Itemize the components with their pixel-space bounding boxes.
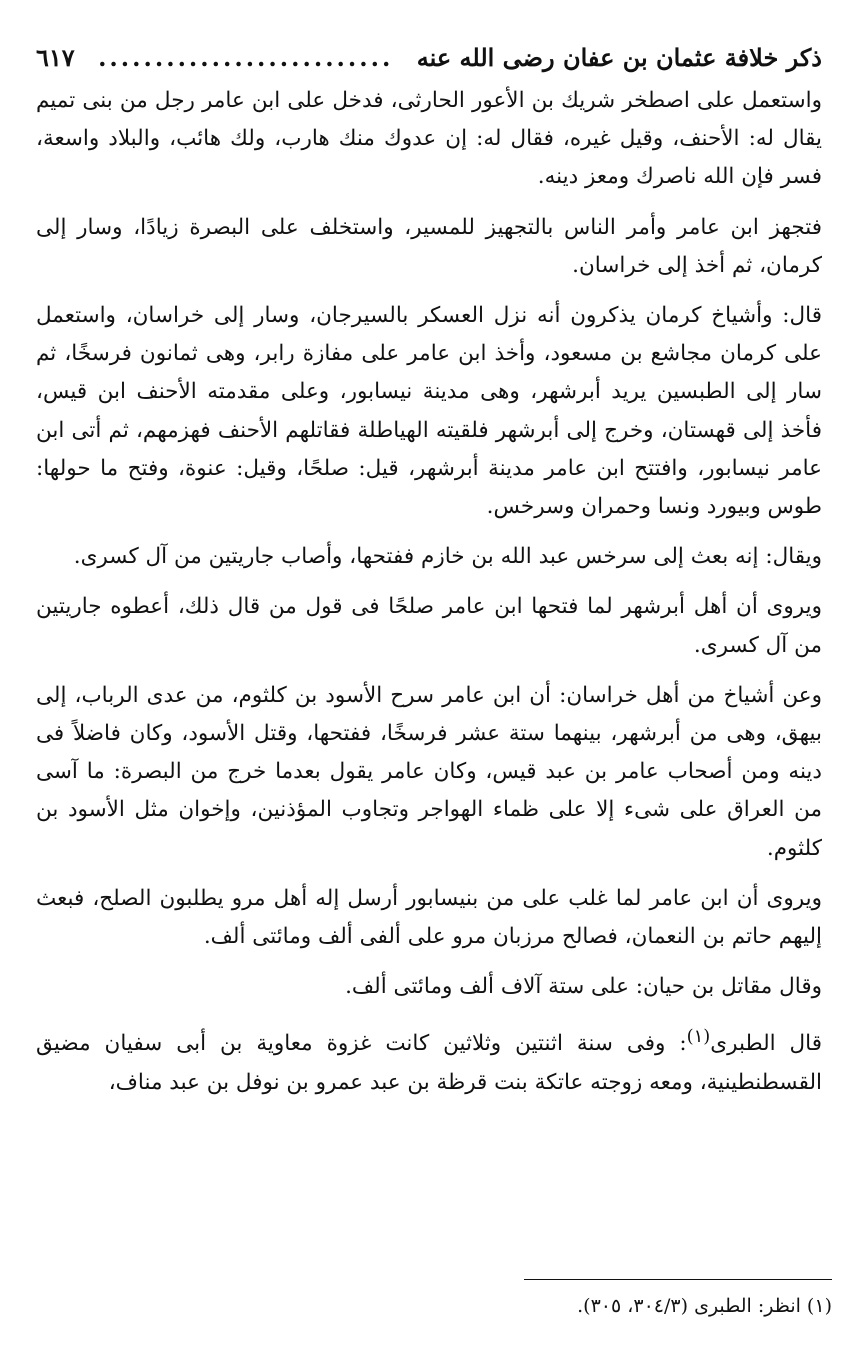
- header-leader-dots: ..........................: [98, 43, 394, 72]
- paragraph: ويقال: إنه بعث إلى سرخس عبد الله بن خازم ففتحها، وأصاب جاريتين من آل كسرى.: [73, 544, 822, 570]
- paragraph-text: : وفى سنة اثنتين وثلاثين كانت غزوة معاوية بن أبى سفيان مضيق القسطنطينية، ومعه زوجته عاتكة بنت قرظة بن عبد عمرو بن نوفل بن عبد مناف،: [36, 1031, 822, 1095]
- paragraph: ويروى أن ابن عامر لما غلب على من بنيسابور أرسل إله أهل مرو يطلبون الصلح، فبعث إليهم حاتم بن النعمان، فصالح مرزبان مرو على ألفى ألف ومائتى ألف.: [36, 885, 822, 950]
- book-page: [36, 38, 822, 1114]
- paragraph: قال: وأشياخ كرمان يذكرون أنه نزل العسكر بالسيرجان، وسار إلى خراسان، واستعمل على كرمان مجاشع بن مسعود، وأخذ ابن عامر على مفازة رابر، وهى ثمانون فرسخًا، ثم سار إلى الطبسين يريد أبرشهر، وهى مدينة نيسابور، وعلى مقدمته الأحنف ابن قيس، فأخذ إلى قهستان، وخرج إلى أبرشهر فلقيته الهياطلة فقاتلهم الأحنف فهزمهم، ثم أتى ابن عامر نيسابور، وافتتح ابن عامر مدينة أبرشهر، قيل: صلحًا، وقيل: عنوة، وفتح ما حولها: طوس وبيورد ونسا وحمران وسرخس.: [36, 303, 822, 520]
- footnote: (١) انظر: الطبرى (٣٠٤/٣، ٣٠٥).: [577, 1295, 832, 1317]
- chapter-title: ذكر خلافة عثمان بن عفان رضى الله عنه: [416, 43, 822, 72]
- footnote-reference[interactable]: (١): [686, 1026, 711, 1048]
- running-header: [36, 38, 822, 78]
- paragraph: واستعمل على اصطخر شريك بن الأعور الحارثى، فدخل على ابن عامر رجل من بنى تميم يقال له: الأحنف، وقيل غيره، فقال له: إن عدوك منك هارب، ولك هائب، والبلاد واسعة، فسر فإن الله ناصرك ومعز دينه.: [36, 88, 822, 190]
- paragraph-lead: قال الطبرى: [710, 1031, 823, 1057]
- paragraph: وقال مقاتل بن حيان: على ستة آلاف ألف ومائتى ألف.: [345, 974, 822, 1000]
- body-text: [36, 82, 822, 1102]
- page-number: ٦١٧: [36, 43, 75, 72]
- paragraph: فتجهز ابن عامر وأمر الناس بالتجهيز للمسير، واستخلف على البصرة زيادًا، وسار إلى كرمان، ثم أخذ إلى خراسان.: [36, 214, 822, 278]
- paragraph-with-note: [36, 1018, 822, 1102]
- footnote-divider: [524, 1279, 832, 1280]
- paragraph: ويروى أن أهل أبرشهر لما فتحها ابن عامر صلحًا فى قول من قال ذلك، أعطوه جاريتين من آل كسرى.: [36, 594, 822, 658]
- paragraph: وعن أشياخ من أهل خراسان: أن ابن عامر سرح الأسود بن كلثوم، من عدى الرباب، إلى بيهق، وهى من أبرشهر، بينهما ستة عشر فرسخًا، ففتحها، وقتل الأسود، وكان فاضلاً فى دينه ومن أصحاب عامر بن عبد قيس، وكان عامر يقول بعدما خرج من البصرة: ما آسى من العراق على شىء إلا على ظماء الهواجر وتجاوب المؤذنين، وإخوان مثل الأسود بن كلثوم.: [36, 682, 822, 861]
